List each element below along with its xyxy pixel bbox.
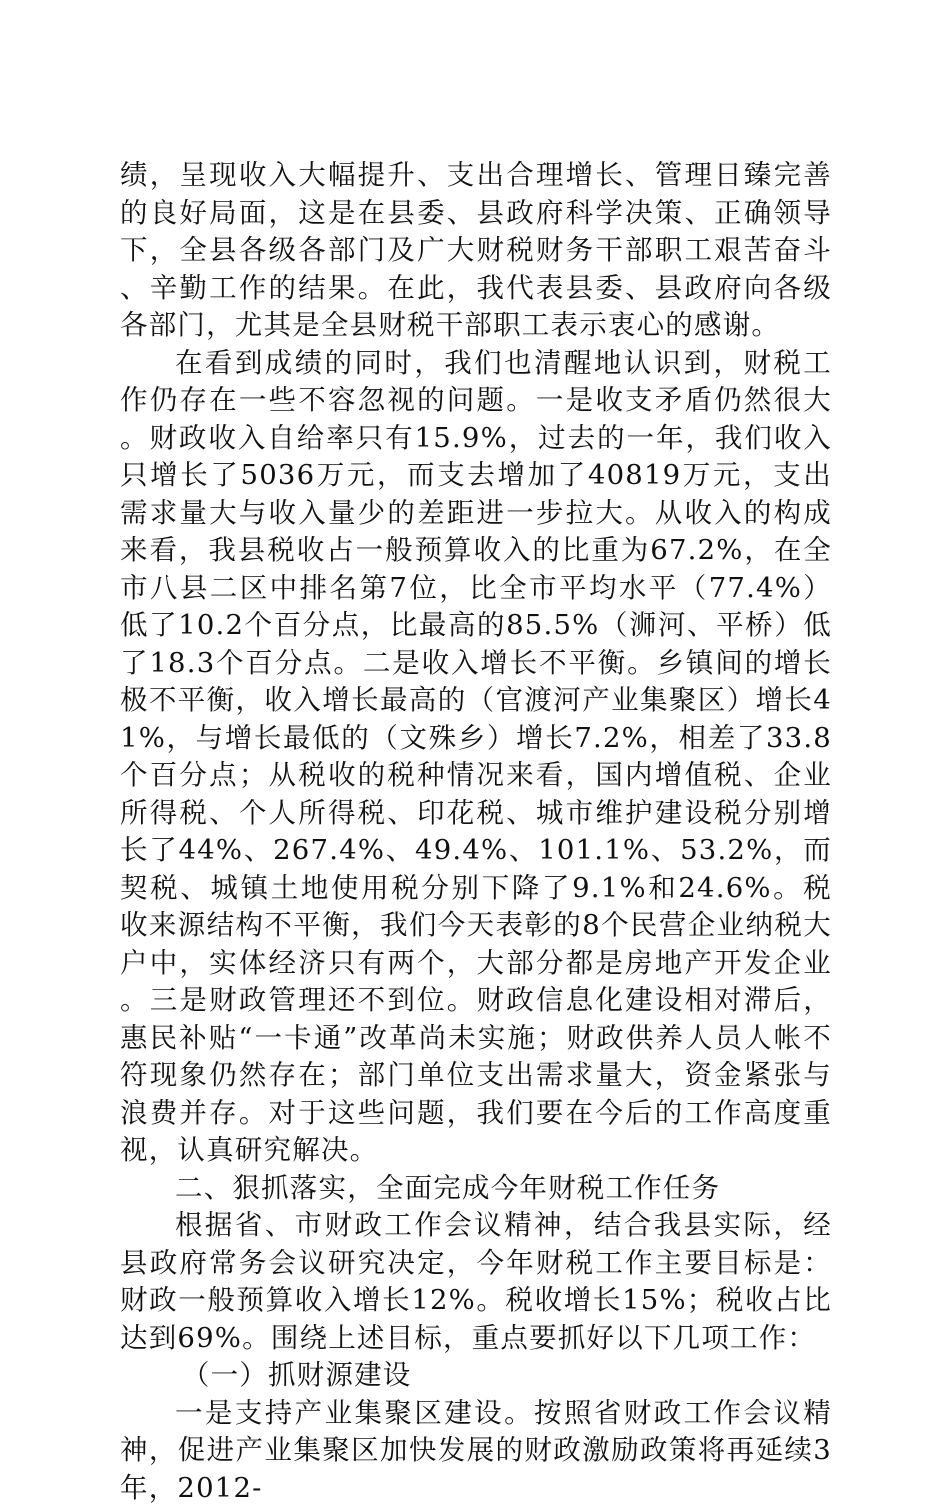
- subsection-heading-one: （一）抓财源建设: [120, 1357, 832, 1395]
- paragraph-targets: 根据省、市财政工作会议精神，结合我县实际，经县政府常务会议研究决定，今年财税工作主要目标是：财政一般预算收入增长12%。税收增长15%；税收占比达到69%。围绕上述目标，重点要抓好以下几项工作：: [120, 1207, 832, 1357]
- paragraph-gratitude: 绩，呈现收入大幅提升、支出合理增长、管理日臻完善的良好局面，这是在县委、县政府科学决策、正确领导下，全县各级各部门及广大财税财务干部职工艰苦奋斗、辛勤工作的结果。在此，我代表县委、县政府向各级各部门，尤其是全县财税干部职工表示衷心的感谢。: [120, 157, 832, 345]
- paragraph-problems: 在看到成绩的同时，我们也清醒地认识到，财税工作仍存在一些不容忽视的问题。一是收支矛盾仍然很大。财政收入自给率只有15.9%，过去的一年，我们收入只增长了5036万元，而支去增加了40819万元，支出需求量大与收入量少的差距进一步拉大。从收入的构成来看，我县税收占一般预算收入的比重为67.2%，在全市八县二区中排名第7位，比全市平均水平（77.4%）低了10.2个百分点，比最高的85.5%（浉河、平桥）低了18.3个百分点。二是收入增长不平衡。乡镇间的增长极不平衡，收入增长最高的（官渡河产业集聚区）增长41%，与增长最低的（文殊乡）增长7.2%，相差了33.8个百分点；从税收的税种情况来看，国内增值税、企业所得税、个人所得税、印花税、城市维护建设税分别增长了44%、267.4%、49.4%、101.1%、53.2%，而契税、城镇土地使用税分别下降了9.1%和24.6%。税收来源结构不平衡，我们今天表彰的8个民营企业纳税大户中，实体经济只有两个，大部分都是房地产开发企业。三是财政管理还不到位。财政信息化建设相对滞后，惠民补贴“一卡通”改革尚未实施；财政供养人员人帐不符现象仍然存在；部门单位支出需求量大，资金紧张与浪费并存。对于这些问题，我们要在今后的工作高度重视，认真研究解决。: [120, 345, 832, 1170]
- document-page: [120, 157, 832, 1507]
- paragraph-industrial-cluster: 一是支持产业集聚区建设。按照省财政工作会议精神，促进产业集聚区加快发展的财政激励政策将再延续3年，2012-: [120, 1395, 832, 1507]
- section-heading-two: 二、狠抓落实，全面完成今年财税工作任务: [120, 1170, 832, 1208]
